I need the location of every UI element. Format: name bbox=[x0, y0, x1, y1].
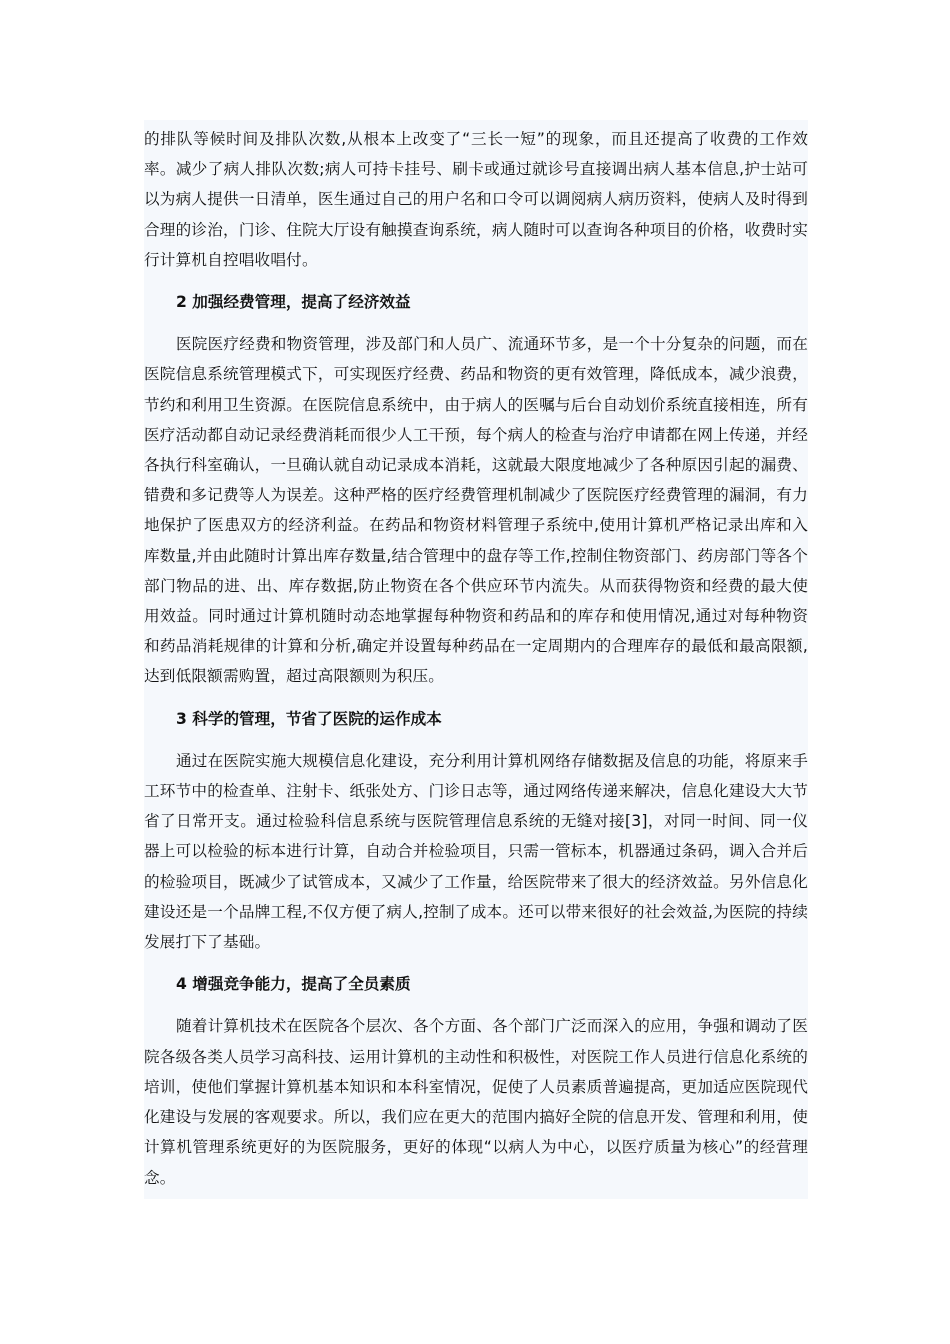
paragraph-section-3: 通过在医院实施大规模信息化建设，充分利用计算机网络存储数据及信息的功能，将原来手工环节中的检查单、注射卡、纸张处方、门诊日志等，通过网络传递来解决，信息化建设大大节省了日常开支。通过检验科信息系统与医院管理信息系统的无缝对接[3]，对同一时间、同一仪器上可以检验的标本进行计算，自动合并检验项目，只需一管标本，机器通过条码，调入合并后的检验项目，既减少了试管成本，又减少了工作量，给医院带来了很大的经济效益。另外信息化建设还是一个品牌工程,不仅方便了病人,控制了成本。还可以带来很好的社会效益,为医院的持续发展打下了基础。 bbox=[144, 751, 808, 952]
paragraph-section-2: 医院医疗经费和物资管理，涉及部门和人员广、流通环节多，是一个十分复杂的问题，而在医院信息系统管理模式下，可实现医疗经费、药品和物资的更有效管理，降低成本，减少浪费，节约和利用卫生资源。在医院信息系统中，由于病人的医嘱与后台自动划价系统直接相连，所有医疗活动都自动记录经费消耗而很少人工干预，每个病人的检查与治疗申请都在网上传递，并经各执行科室确认，一旦确认就自动记录成本消耗，这就最大限度地减少了各种原因引起的漏费、错费和多记费等人为误差。这种严格的医疗经费管理机制减少了医院医疗经费管理的漏洞，有力地保护了医患双方的经济利益。在药品和物资材料管理子系统中,使用计算机严格记录出库和入库数量,并由此随时计算出库存数量,结合管理中的盘存等工作,控制住物资部门、药房部门等各个部门物品的进、出、库存数据,防止物资在各个供应环节内流失。从而获得物资和经费的最大使用效益。同时通过计算机随时动态地掌握每种物资和药品和的库存和使用情况,通过对每种物资和药品消耗规律的计算和分析,确定并设置每种药品在一定周期内的合理库存的最低和最高限额,达到低限额需购置，超过高限额则为积压。 bbox=[144, 335, 808, 686]
section-heading-4: 4 增强竞争能力，提高了全员素质 bbox=[176, 975, 411, 994]
paragraph-intro-continuation: 的排队等候时间及排队次数,从根本上改变了“三长一短”的现象，而且还提高了收费的工作效率。减少了病人排队次数;病人可持卡挂号、刷卡或通过就诊号直接调出病人基本信息,护士站可以为病人提供一日清单，医生通过自己的用户名和口令可以调阅病人病历资料，使病人及时得到合理的诊治，门诊、住院大厅设有触摸查询系统，病人随时可以查询各种项目的价格，收费时实行计算机自控唱收唱付。 bbox=[144, 130, 808, 269]
article-body bbox=[144, 120, 808, 1199]
section-heading-3: 3 科学的管理，节省了医院的运作成本 bbox=[176, 709, 442, 728]
section-heading-2: 2 加强经费管理，提高了经济效益 bbox=[176, 293, 411, 312]
paragraph-section-4: 随着计算机技术在医院各个层次、各个方面、各个部门广泛而深入的应用，争强和调动了医院各级各类人员学习高科技、运用计算机的主动性和积极性，对医院工作人员进行信息化系统的培训，使他们掌握计算机基本知识和本科室情况，促使了人员素质普遍提高，更加适应医院现代化建设与发展的客观要求。所以，我们应在更大的范围内搞好全院的信息开发、管理和利用，使计算机管理系统更好的为医院服务，更好的体现“以病人为中心，以医疗质量为核心”的经营理念。 bbox=[144, 1017, 808, 1187]
